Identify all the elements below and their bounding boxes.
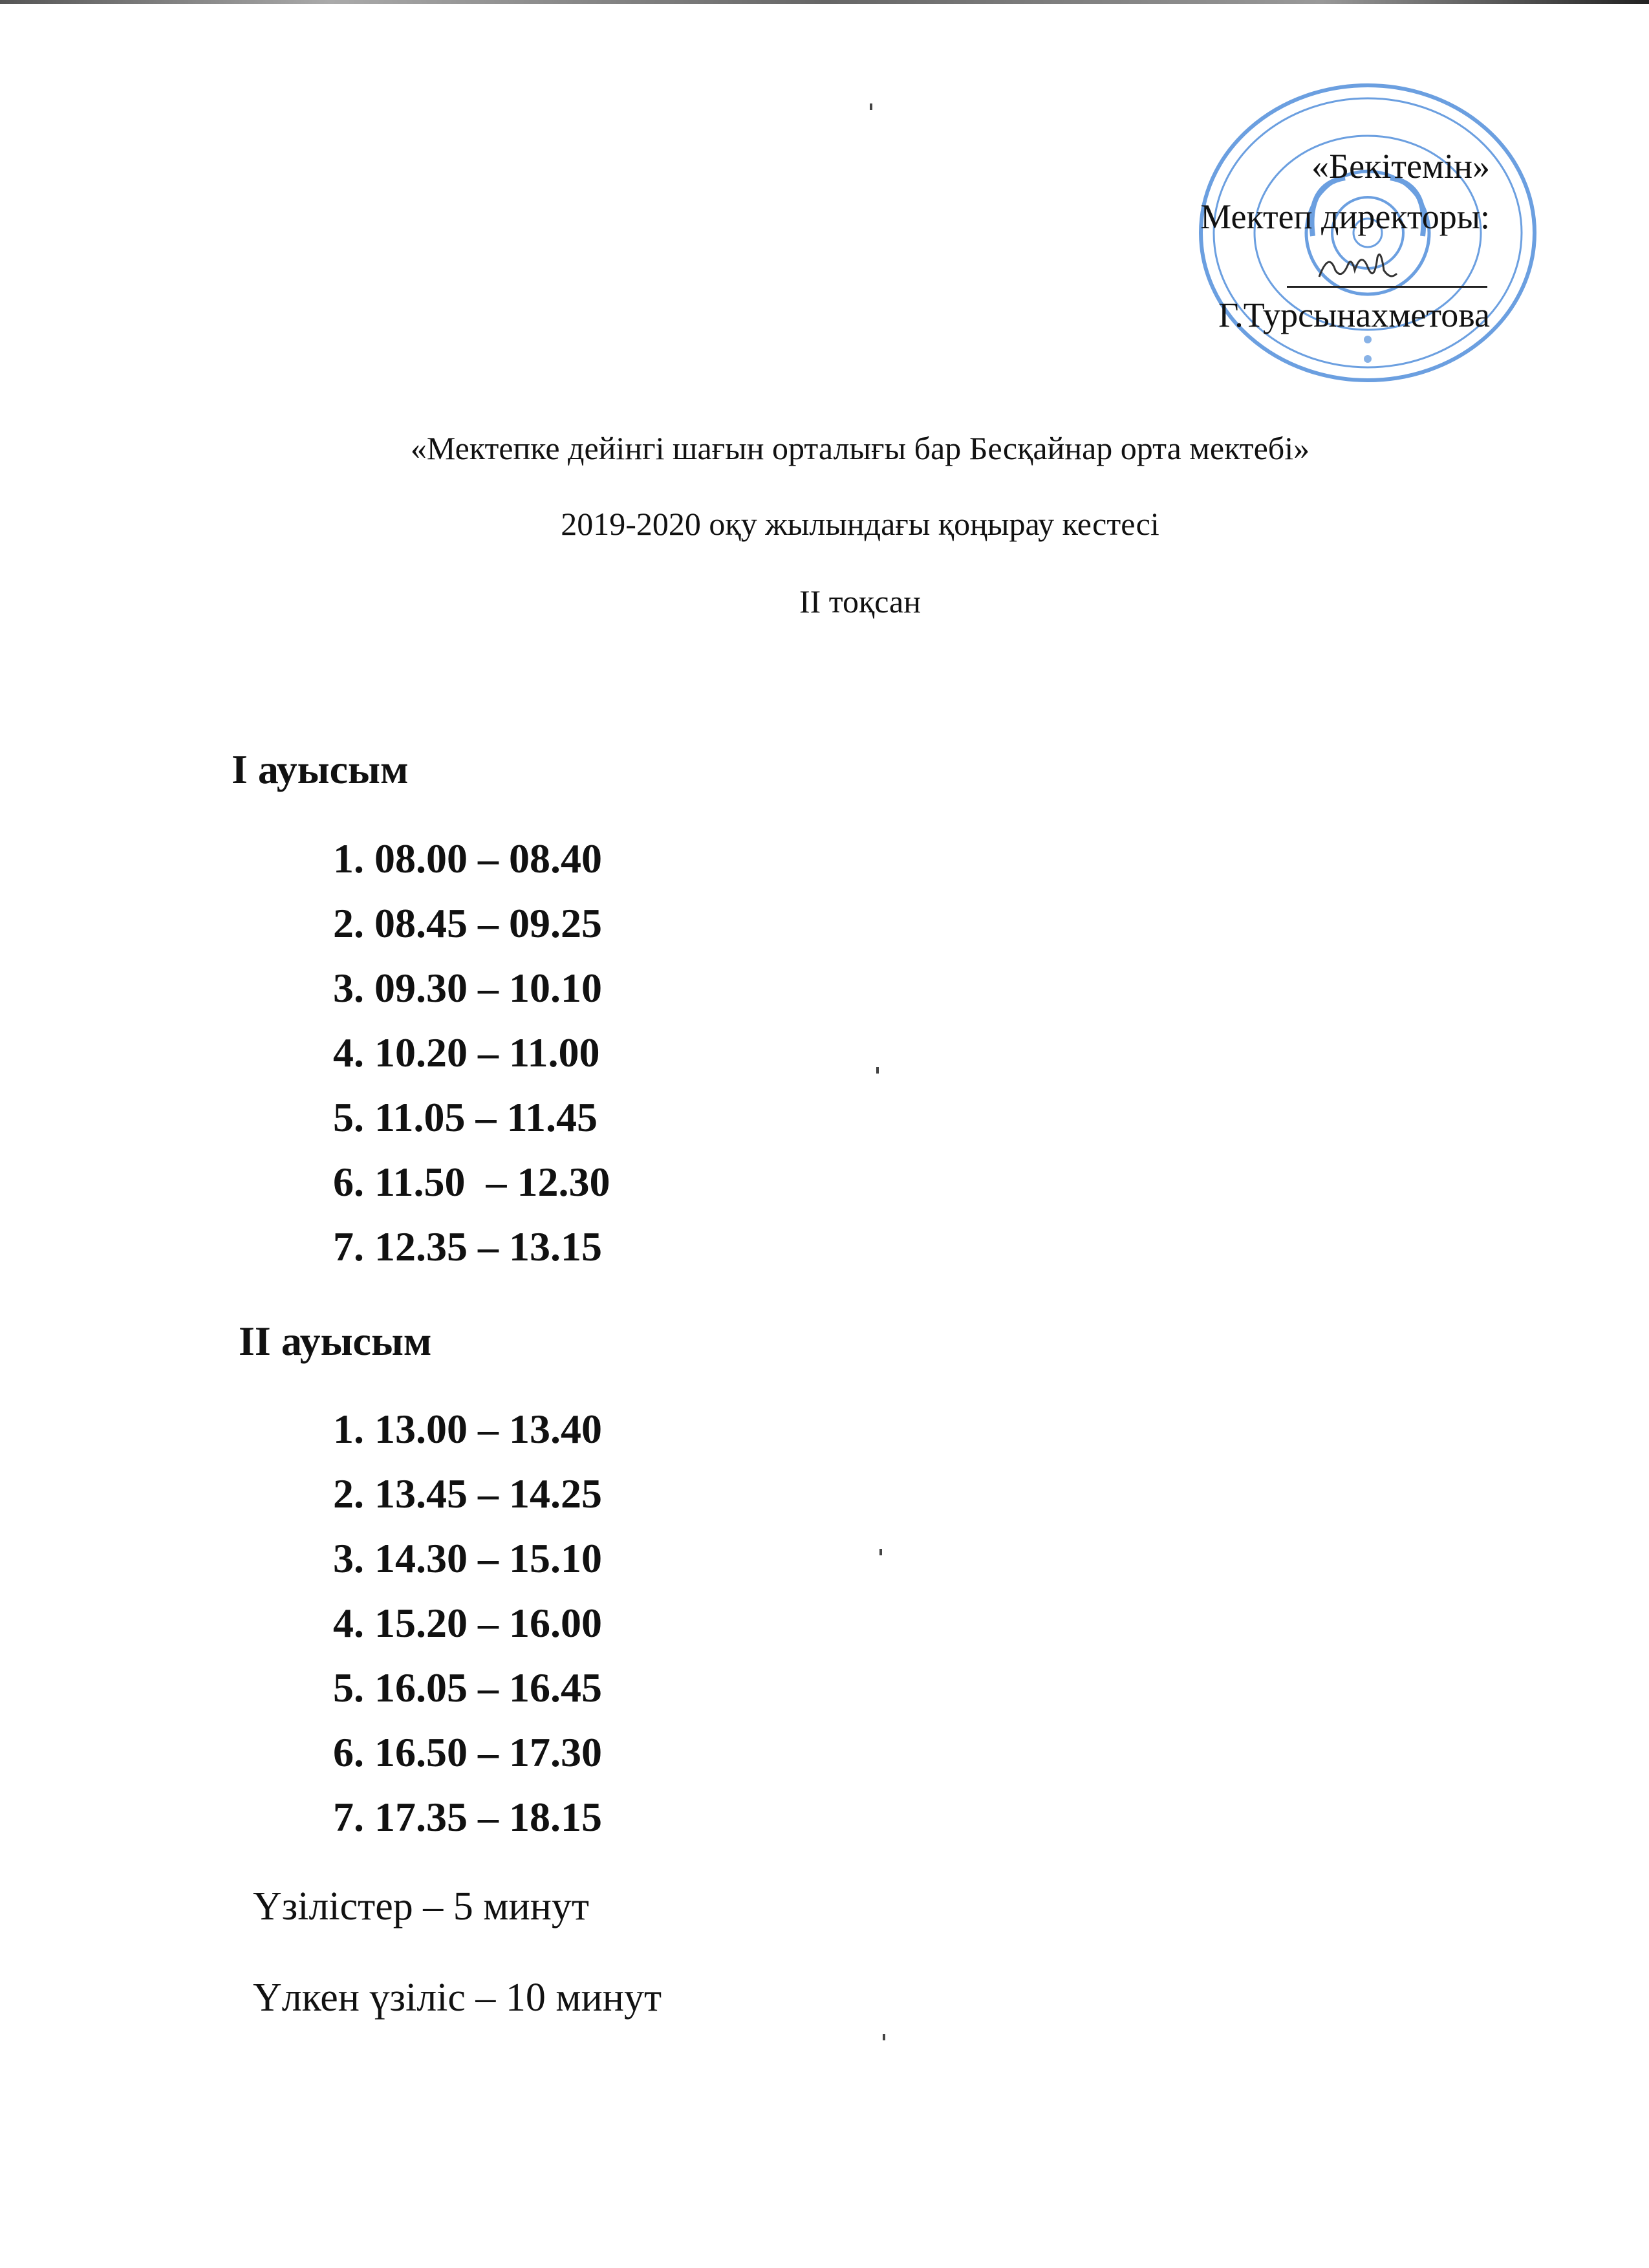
approve-label: «Бекітемін»	[1311, 147, 1490, 186]
school-name: «Мектепке дейінгі шағын орталығы бар Бесқайнар орта мектебі»	[410, 430, 1310, 466]
director-name: Г.Турсынахметова	[1218, 296, 1490, 334]
scan-speck	[879, 1549, 882, 1555]
schedule-title: 2019-2020 оқу жылындағы қоңырау кестесі	[561, 506, 1159, 542]
shift-2-lesson: 1. 13.00 – 13.40	[333, 1406, 602, 1452]
shift-1-lesson: 5. 11.05 – 11.45	[333, 1094, 598, 1140]
shift-1-lesson: 6. 11.50 – 12.30	[333, 1159, 610, 1205]
shift-1-lesson: 4. 10.20 – 11.00	[333, 1030, 600, 1075]
signature	[1316, 244, 1400, 290]
shift-2-lesson: 7. 17.35 – 18.15	[333, 1794, 602, 1840]
shift-2-lesson: 5. 16.05 – 16.45	[333, 1665, 602, 1711]
shift-1-lesson: 7. 12.35 – 13.15	[333, 1224, 602, 1269]
big-break-note: Үлкен үзіліс – 10 минут	[253, 1976, 662, 2020]
shift-1-lesson: 3. 09.30 – 10.10	[333, 965, 602, 1011]
scan-speck	[870, 103, 872, 110]
scan-speck	[883, 2034, 885, 2040]
shift-2-lesson: 4. 15.20 – 16.00	[333, 1600, 602, 1646]
quarter-label: II тоқсан	[799, 583, 921, 620]
director-position: Мектеп директоры:	[1200, 197, 1490, 236]
shift-2-title: II ауысым	[239, 1318, 432, 1364]
shift-1-title: I ауысым	[232, 746, 409, 792]
signature-line	[1287, 286, 1487, 288]
scan-edge	[0, 0, 1649, 4]
shift-2-lesson: 6. 16.50 – 17.30	[333, 1729, 602, 1775]
shift-1-lesson: 1. 08.00 – 08.40	[333, 836, 602, 881]
shift-1-lesson: 2. 08.45 – 09.25	[333, 900, 602, 946]
scan-speck	[876, 1067, 879, 1074]
shift-2-lesson: 2. 13.45 – 14.25	[333, 1471, 602, 1517]
breaks-note: Үзілістер – 5 минут	[253, 1885, 589, 1928]
shift-2-lesson: 3. 14.30 – 15.10	[333, 1535, 602, 1581]
